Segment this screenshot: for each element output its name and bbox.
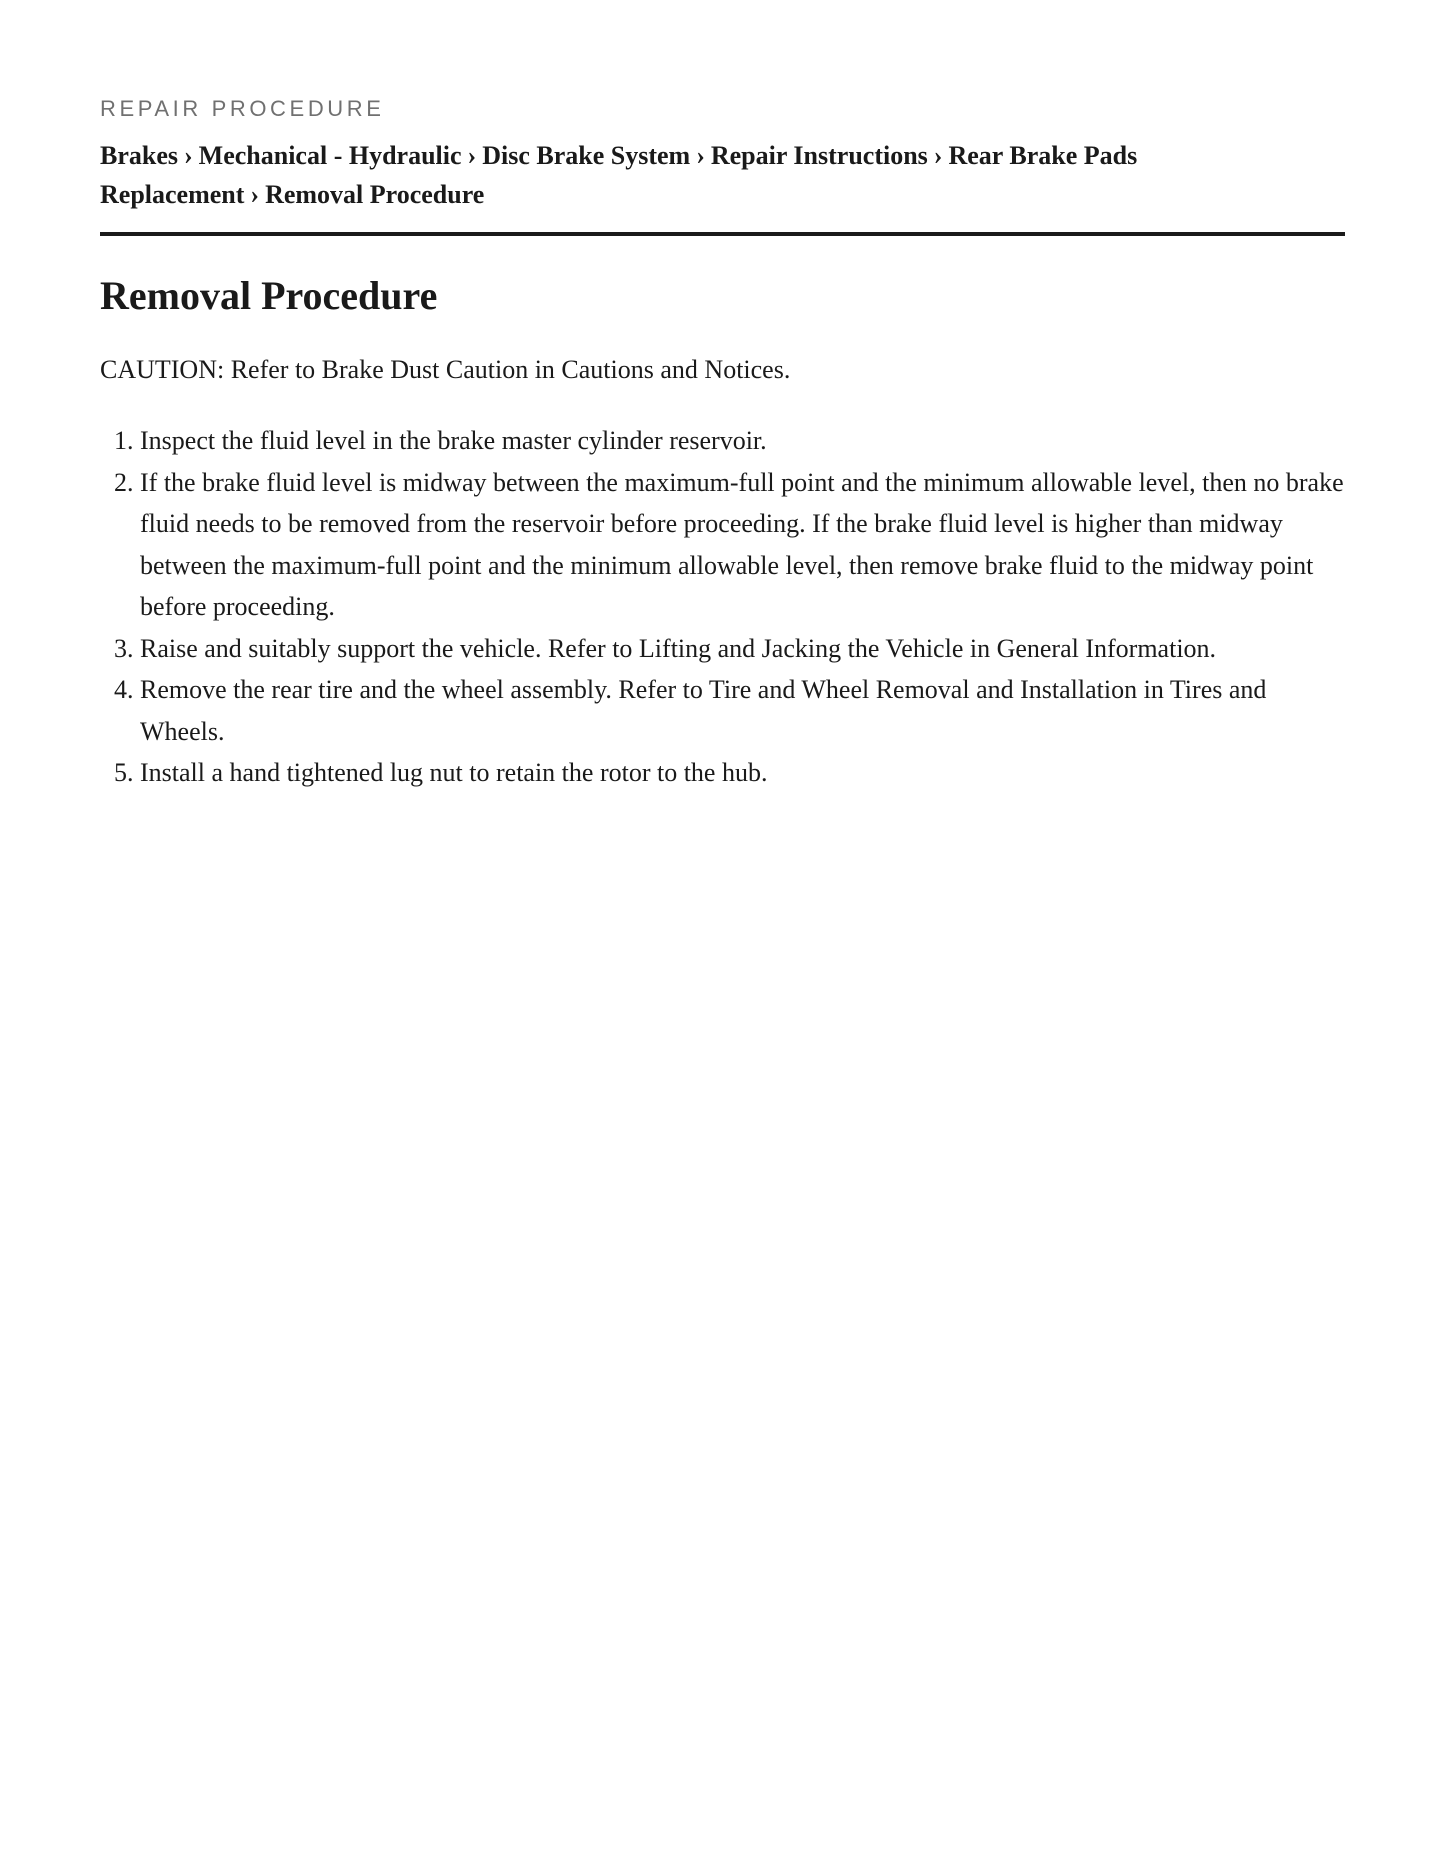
breadcrumb-item-mechanical-hydraulic[interactable]: Mechanical - Hydraulic [198,141,462,170]
procedure-step: 4. Remove the rear tire and the wheel assembly. Refer to Tire and Wheel Removal and Installation in Tires and Wheels. [140,669,1345,752]
breadcrumb-item-rear-brake-pads-replacement[interactable]: Rear Brake Pads Replacement [100,141,1138,209]
breadcrumb-item-current: Removal Procedure [265,180,485,209]
breadcrumb-separator: › [250,180,260,209]
breadcrumb-separator: › [933,141,943,170]
section-eyebrow: REPAIR PROCEDURE [100,96,385,121]
procedure-step: 1. Inspect the fluid level in the brake master cylinder reservoir. [140,420,1345,462]
breadcrumb-separator: › [696,141,705,170]
caution-note: CAUTION: Refer to Brake Dust Caution in Cautions and Notices. [100,355,791,384]
breadcrumb-separator: › [184,141,193,170]
breadcrumb [100,136,1345,236]
procedure-step: 5. Install a hand tightened lug nut to retain the rotor to the hub. [140,752,1345,794]
procedure-steps [100,420,1345,794]
breadcrumb-item-repair-instructions[interactable]: Repair Instructions [710,141,928,170]
procedure-step: 2. If the brake fluid level is midway between the maximum-full point and the minimum allowable level, then no brake fluid needs to be removed from the reservoir before proceeding. If the brake fluid level is higher than midway between the maximum-full point and the minimum allowable level, then remove brake fluid to the midway point before proceeding. [140,462,1345,628]
breadcrumb-separator: › [467,141,477,170]
breadcrumb-item-brakes[interactable]: Brakes [100,141,178,170]
breadcrumb-item-disc-brake-system[interactable]: Disc Brake System [482,141,691,170]
document-page [100,0,1345,794]
page-title: Removal Procedure [100,273,438,318]
procedure-step: 3. Raise and suitably support the vehicle. Refer to Lifting and Jacking the Vehicle in General Information. [140,628,1345,670]
